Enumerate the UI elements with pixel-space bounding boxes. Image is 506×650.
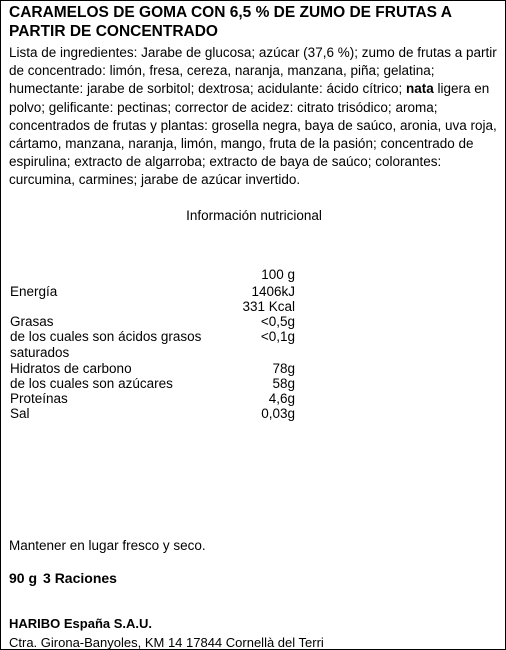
nutrition-heading: Información nutricional bbox=[186, 208, 322, 223]
nutrition-label: Sal bbox=[10, 406, 30, 421]
ingredients-list bbox=[9, 44, 501, 190]
nutrition-value: 1406kJ bbox=[251, 284, 295, 299]
nutrition-label: Grasas bbox=[10, 314, 54, 329]
nutrition-value: 58g bbox=[272, 376, 295, 391]
nutrition-label: Proteínas bbox=[10, 391, 68, 406]
net-weight: 90 g bbox=[9, 570, 38, 586]
product-title: CARAMELOS DE GOMA CON 6,5 % DE ZUMO DE FRUTAS A PARTIR DE CONCENTRADO bbox=[9, 4, 452, 40]
nutrition-value: <0,5g bbox=[260, 314, 295, 329]
ingredients-allergen: nata bbox=[405, 81, 434, 97]
company-address: Ctra. Girona-Banyoles, KM 14 17844 Cornellà del Terri bbox=[9, 635, 324, 650]
nutrition-value: 78g bbox=[272, 361, 295, 376]
nutrition-value: <0,1g bbox=[260, 329, 295, 344]
nutrition-value: 331 Kcal bbox=[242, 299, 295, 314]
storage-instructions: Mantener en lugar fresco y seco. bbox=[9, 538, 206, 553]
nutrition-per-100g: 100 g bbox=[261, 267, 295, 282]
ingredients-text: Lista de ingredientes: Jarabe de glucosa; azúcar (37,6 %); zumo de frutas a partir de concentrado: limón, fresa, cereza, naranja, manzana, piña; gelatina; humectante: jarabe de sorbitol; dextrosa; acidulante: ácido cítrico; bbox=[9, 45, 497, 97]
nutrition-value: 0,03g bbox=[261, 406, 295, 421]
servings: 3 Raciones bbox=[43, 570, 117, 586]
net-weight-line bbox=[9, 570, 123, 586]
nutrition-label: Energía bbox=[10, 284, 58, 299]
nutrition-label: de los cuales son ácidos grasos saturados bbox=[10, 329, 202, 360]
company-name: HARIBO España S.A.U. bbox=[9, 616, 153, 631]
ingredients-text-rest: ligera en polvo; gelificante: pectinas; corrector de acidez: citrato trisódico; aroma; concentrados de frutas y plantas: grosella negra, baya de saúco, aronia, uva roja, cártamo, manzana, naranja, limón, mango, fruta de la pasión; concentrado de espirulina; extracto de algarroba; extracto de baya de saúco; colorantes: curcumina, carmines; jarabe de azúcar invertido. bbox=[9, 81, 497, 188]
nutrition-value: 4,6g bbox=[268, 391, 295, 406]
nutrition-label: de los cuales son azúcares bbox=[10, 376, 173, 391]
nutrition-label: Hidratos de carbono bbox=[10, 361, 132, 376]
